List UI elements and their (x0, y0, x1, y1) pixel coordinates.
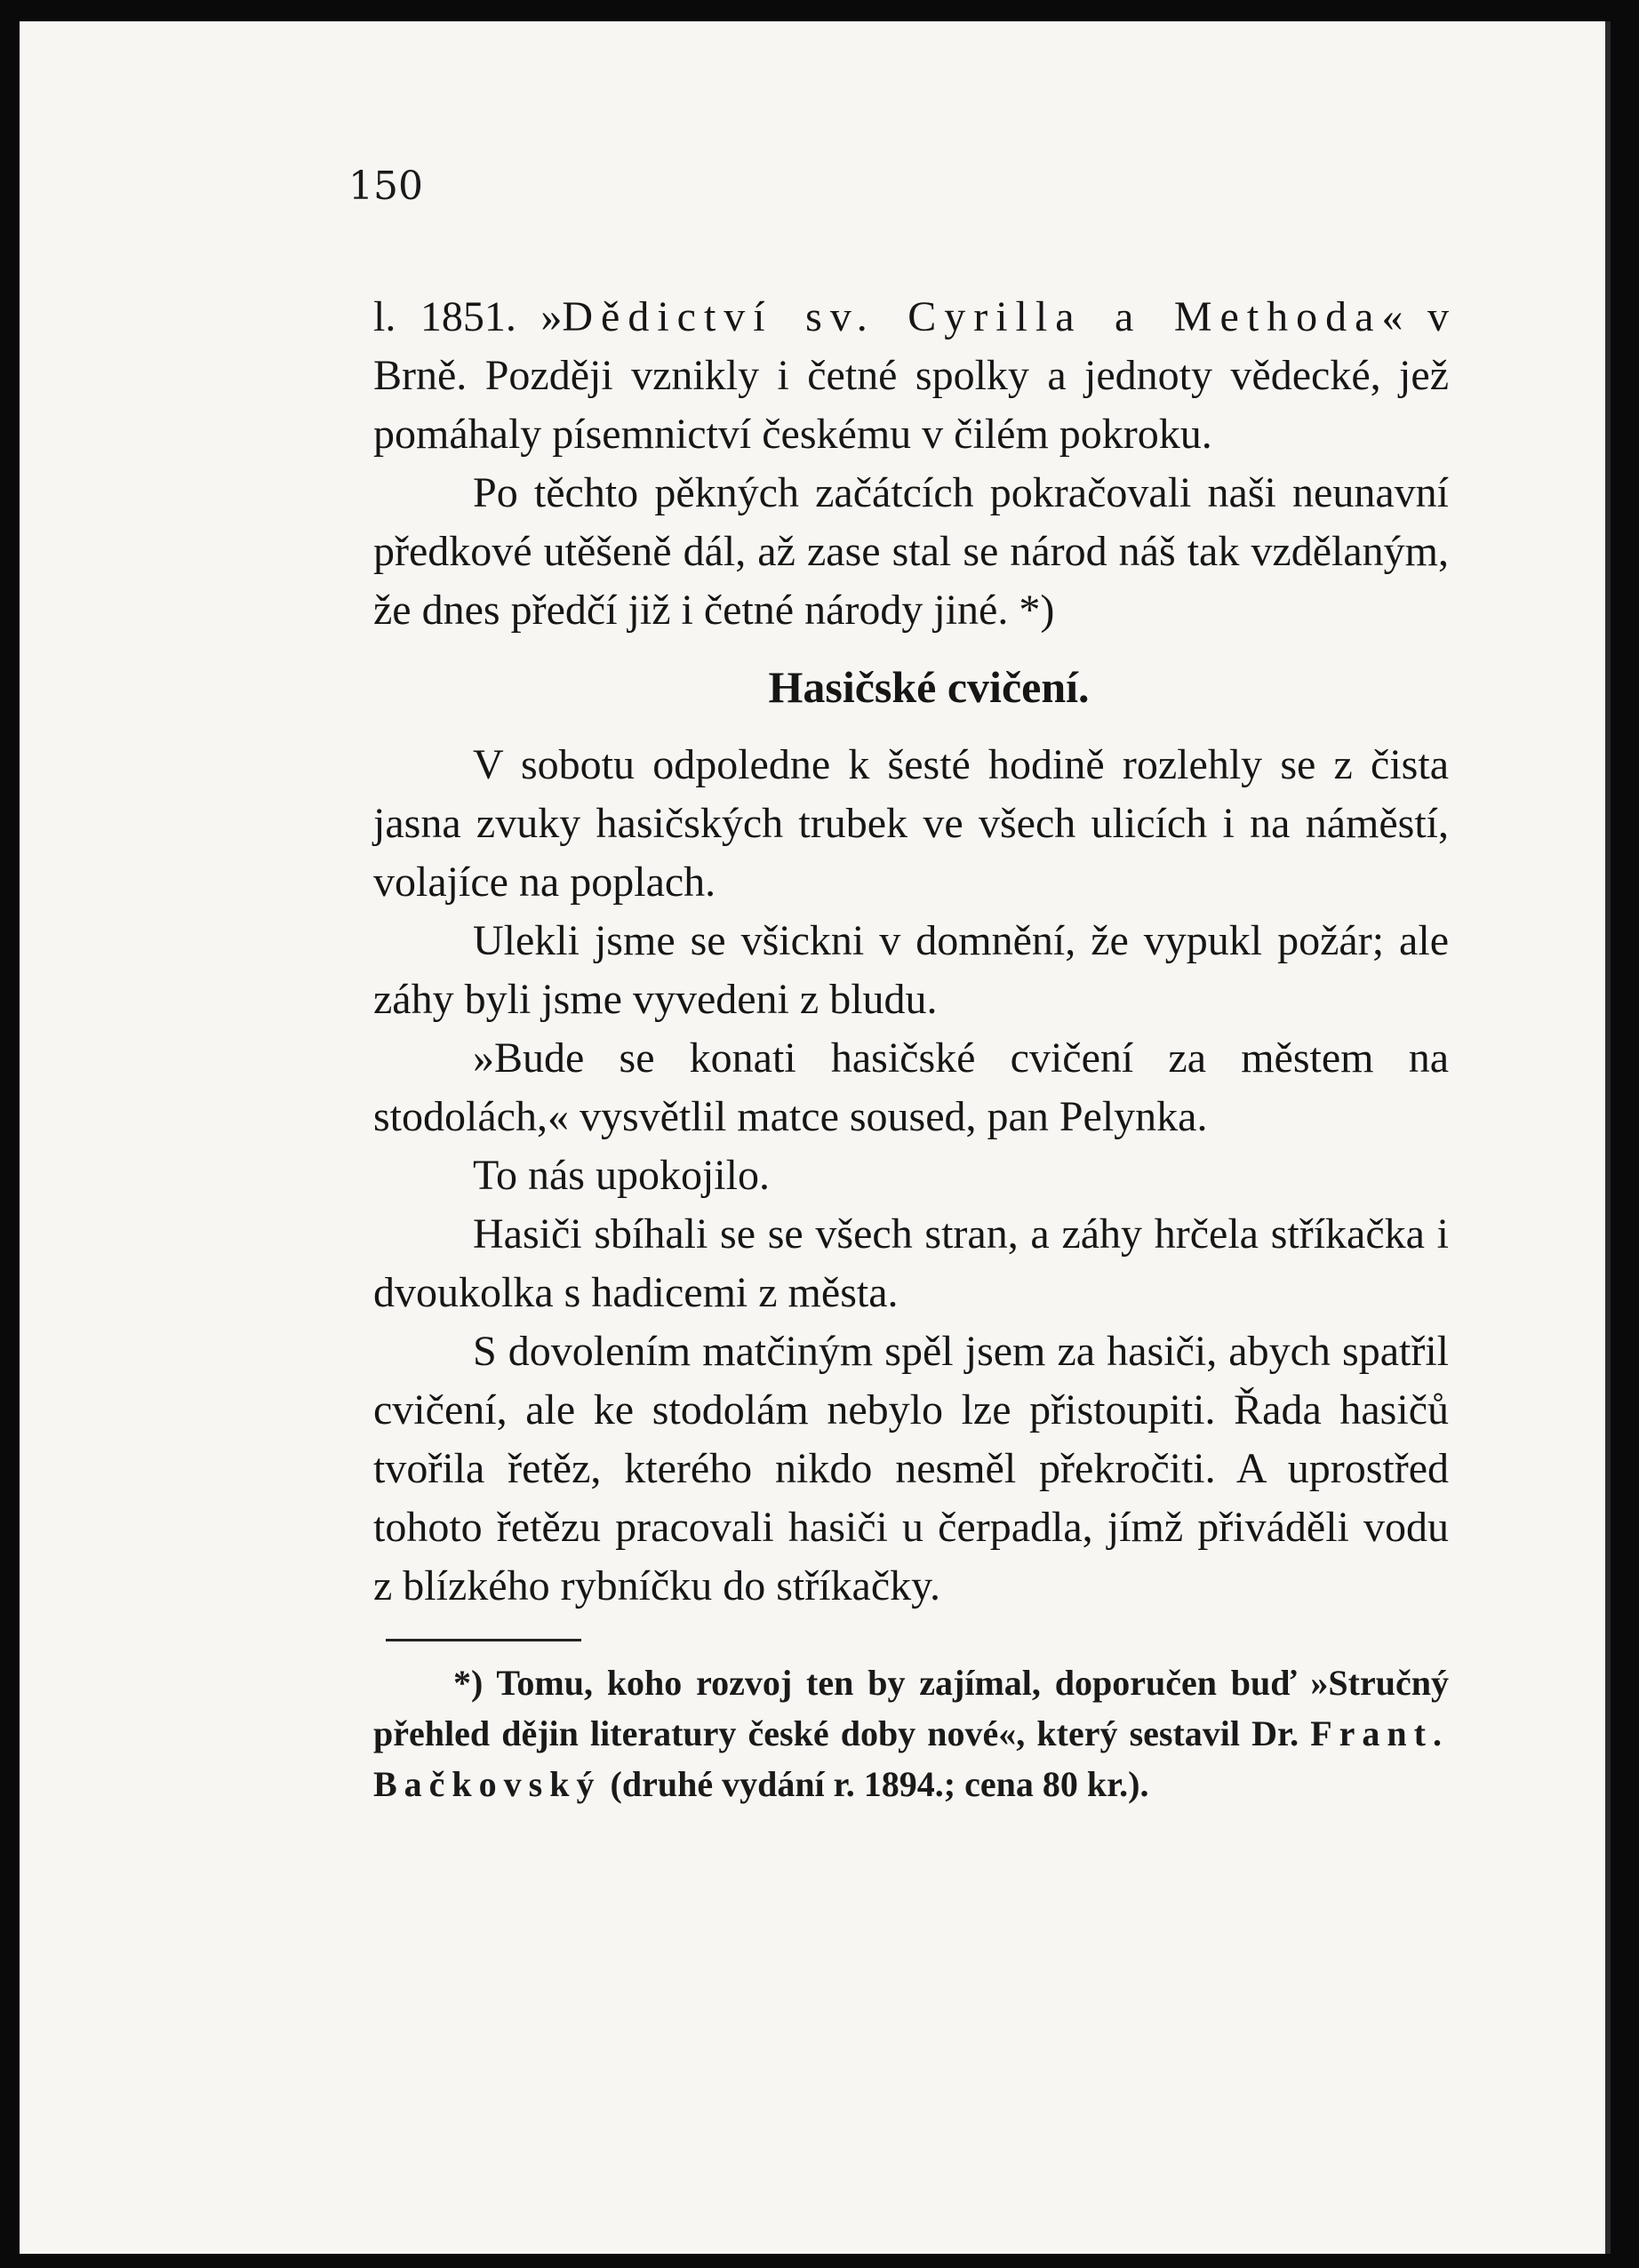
footnote-start: *) Tomu, koho rozvoj ten by zajímal, doporučen buď »Stručný přehled dějin literatury české doby nové«, který sestavil Dr. (373, 1663, 1449, 1753)
footnote-end: (druhé vydání r. 1894.; cena 80 kr.). (601, 1764, 1149, 1804)
footnote (373, 1657, 1449, 1809)
page-number: 150 (348, 164, 423, 209)
paragraph-intro-end: « v Brně. Později vznikly i četné spolky a jednoty vědecké, jež pomáhaly písemnictví českému v čilém pokroku. (373, 293, 1449, 458)
society-name: Dědictví sv. Cyrilla a Methoda (562, 293, 1382, 340)
body-text (373, 288, 1449, 1809)
footnote-divider (386, 1639, 581, 1641)
paragraph-body: S dovolením matčiným spěl jsem za hasiči, abych spatřil cvičení, ale ke stodolám nebylo lze přistoupiti. Řada hasičů tvořila řetěz, kterého nikdo nesměl překročiti. A uprostřed tohoto řetězu pracovali hasiči u čerpadla, jímž přiváděli vodu z blízkého rybníčku do stříkačky. (373, 1328, 1449, 1609)
footnote-author: Frant. Bačkovský (373, 1713, 1449, 1804)
paragraph-ancestors: Po těchto pěkných začátcích pokračovali naši neunavní předkové utěšeně dál, až zase stal se národ náš tak vzdělaným, že dnes předčí již i četné národy jiné. *) (373, 469, 1449, 634)
book-page (20, 21, 1611, 2254)
paragraph-intro-start: l. 1851. » (373, 293, 563, 340)
paragraph-body: Hasiči sbíhali se se všech stran, a záhy hrčela stříkačka i dvoukolka s hadicemi z města. (373, 1210, 1449, 1316)
paragraph-body: Ulekli jsme se všickni v domnění, že vypukl požár; ale záhy byli jsme vyvedeni z bludu. (373, 917, 1449, 1023)
footnote-text (373, 1657, 1449, 1809)
paragraph-body: V sobotu odpoledne k šesté hodině rozlehly se z čista jasna zvuky hasičských trubek ve všech ulicích i na náměstí, volajíce na poplach. (373, 741, 1449, 906)
section-heading: Hasičské cvičení. (768, 662, 1090, 712)
paragraph-intro (373, 288, 1449, 464)
paragraph-body: »Bude se konati hasičské cvičení za městem na stodolách,« vysvětlil matce soused, pan Pelynka. (373, 1034, 1449, 1140)
paragraph-body: To nás upokojilo. (473, 1152, 770, 1199)
